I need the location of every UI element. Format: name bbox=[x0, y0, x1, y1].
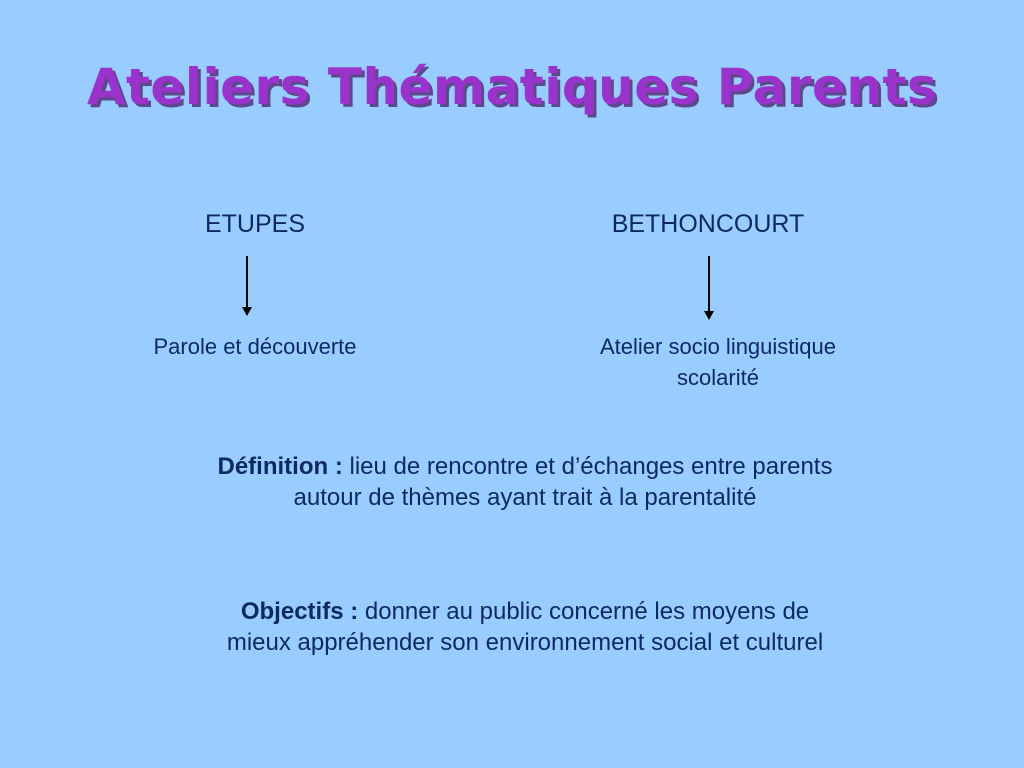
definition-line-2: autour de thèmes ayant trait à la parentalité bbox=[293, 484, 757, 511]
subtitle-line: Atelier socio linguistique bbox=[599, 334, 837, 359]
objectives-label: Objectifs : bbox=[240, 598, 359, 625]
arrow-down-icon bbox=[703, 256, 715, 322]
objectives-line-2: mieux appréhender son environnement social et culturel bbox=[226, 629, 824, 656]
objectives-text-1: donner au public concerné les moyens de bbox=[364, 598, 810, 625]
definition-text-1: lieu de rencontre et d’échanges entre parents bbox=[349, 453, 833, 480]
subtitle-line: Parole et découverte bbox=[153, 334, 357, 359]
objectives-line-1 bbox=[100, 596, 950, 627]
definition-label: Définition : bbox=[217, 453, 343, 480]
arrow-down-icon bbox=[241, 256, 253, 318]
slide-title: Ateliers Thématiques Parents bbox=[86, 58, 938, 116]
subtitle-line: scolarité bbox=[677, 365, 759, 390]
column-heading-etupes: ETUPES bbox=[204, 210, 306, 238]
column-heading-bethoncourt: BETHONCOURT bbox=[611, 210, 805, 238]
definition-paragraph bbox=[100, 451, 950, 513]
objectives-paragraph bbox=[100, 596, 950, 658]
column-subtitle-etupes bbox=[110, 331, 400, 362]
column-subtitle-bethoncourt bbox=[548, 331, 888, 393]
definition-line-1 bbox=[100, 451, 950, 482]
